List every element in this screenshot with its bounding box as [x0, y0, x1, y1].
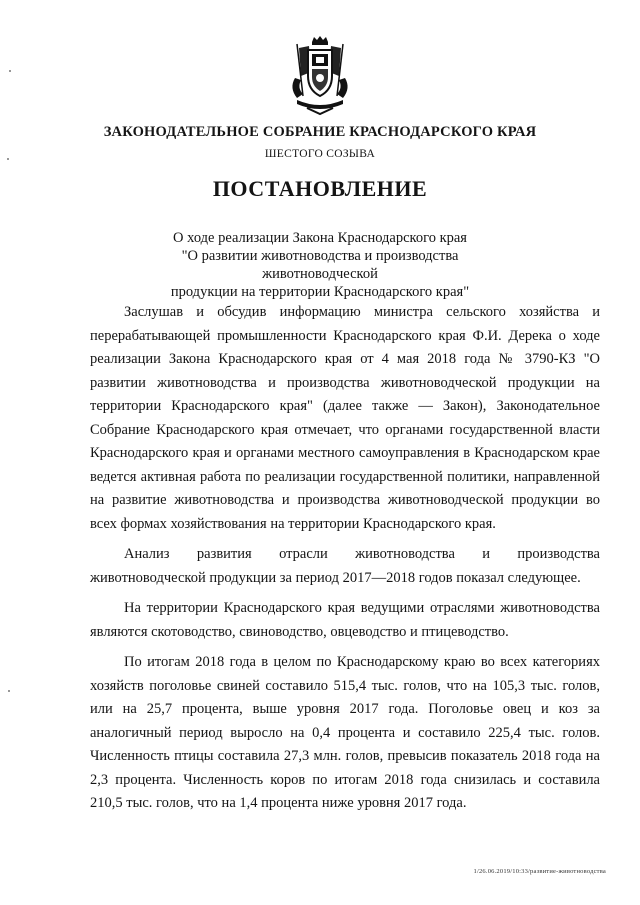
convocation-label: ШЕСТОГО СОЗЫВА — [264, 148, 376, 160]
subject-line: О ходе реализации Закона Краснодарского края — [173, 230, 467, 246]
scan-speck — [9, 70, 11, 72]
document-body — [90, 301, 600, 823]
document-stamp: 1/26.06.2019/10:33/развитие-животноводства — [473, 868, 606, 875]
body-paragraph: Заслушав и обсудив информацию министра сельского хозяйства и перерабатывающей промышленности Краснодарского края Ф.И. Дерека о ходе реализации Закона Краснодарского края от 4 мая 2018 года № 3790-КЗ "О развитии животноводства и производства животноводческой продукции на территории Краснодарского края" (далее также — Закон), Законодательное Собрание Краснодарского края отмечает, что органами государственной власти Краснодарского края и органами местного самоуправления в Краснодарском крае ведется активная работа по реализации государственной политики, направленной на развитие животноводства и производства животноводческой продукции во всех формах хозяйствования на территории Краснодарского края. — [90, 304, 600, 532]
coat-of-arms-icon — [285, 36, 355, 116]
body-paragraph: На территории Краснодарского края ведущими отраслями животноводства являются скотоводство, свиноводство, овцеводство и птицеводство. — [90, 600, 600, 640]
document-type-heading: ПОСТАНОВЛЕНИЕ — [212, 176, 428, 201]
organization-title: ЗАКОНОДАТЕЛЬНОЕ СОБРАНИЕ КРАСНОДАРСКОГО КРАЯ — [103, 124, 537, 140]
scan-speck — [7, 158, 9, 160]
document-subject — [135, 229, 505, 301]
subject-line: "О развитии животноводства и производства животноводческой — [181, 248, 459, 282]
body-paragraph: По итогам 2018 года в целом по Краснодарскому краю во всех категориях хозяйств поголовье свиней составило 515,4 тыс. голов, что на 105,3 тыс. голов, или на 25,7 процента, выше уровня 2017 года. Поголовье овец и коз за аналогичный период выросло на 0,4 процента и составило 225,4 тыс. голов. Численность птицы составила 27,3 млн. голов, превысив показатель 2018 года на 2,3 процента. Численность коров по итогам 2018 года снизилась и составила 210,5 тыс. голов, что на 1,4 процента ниже уровня 2017 года. — [90, 654, 600, 811]
scan-speck — [8, 690, 10, 692]
body-paragraph: Анализ развития отрасли животноводства и производства животноводческой продукции за период 2017—2018 годов показал следующее. — [90, 546, 600, 586]
subject-line: продукции на территории Краснодарского края" — [170, 284, 470, 300]
